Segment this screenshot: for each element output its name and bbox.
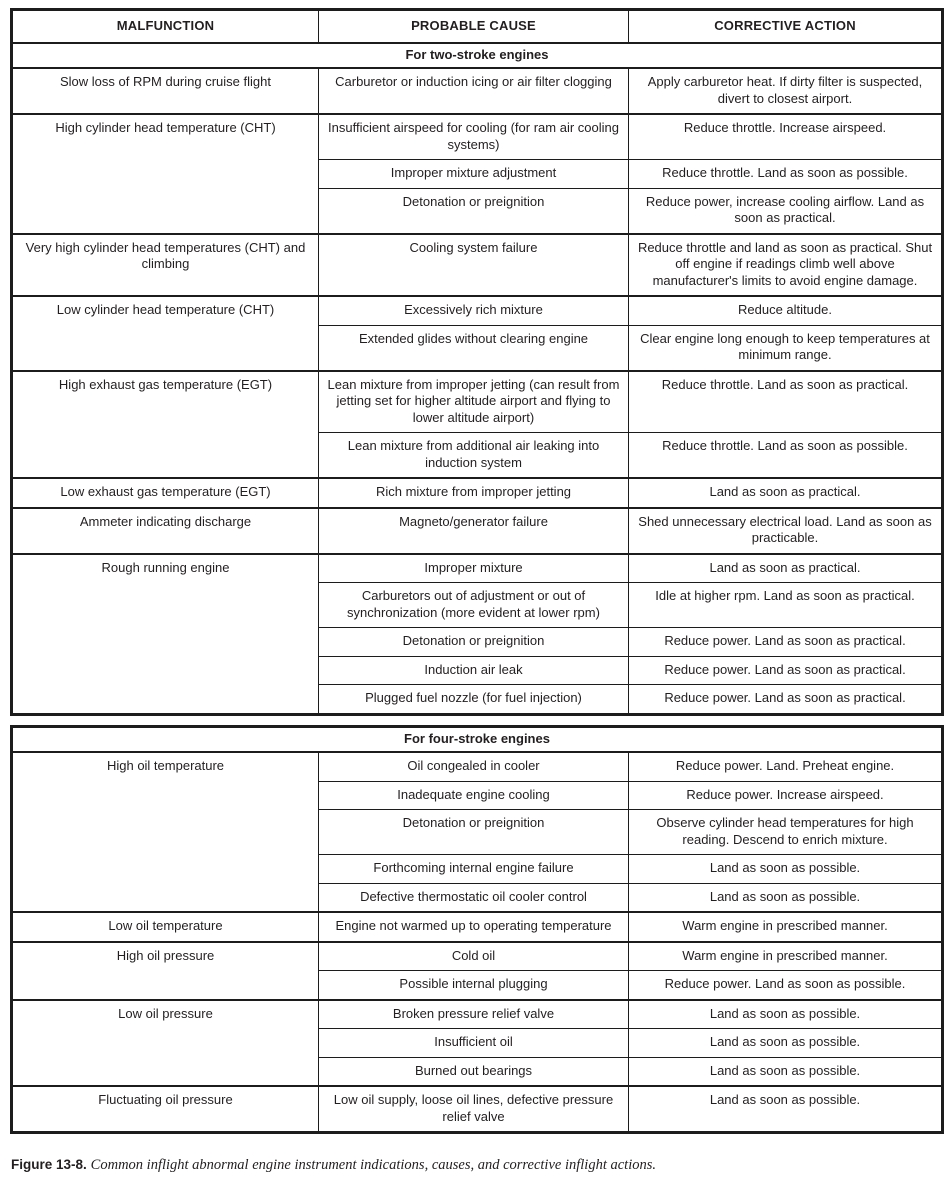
section-title-row [12, 726, 943, 752]
corrective-action-cell: Land as soon as possible. [629, 883, 943, 912]
corrective-action-cell: Land as soon as possible. [629, 1000, 943, 1029]
malfunction-cell: High oil temperature [12, 752, 319, 912]
probable-cause-cell: Burned out bearings [319, 1057, 629, 1086]
corrective-action-cell: Shed unnecessary electrical load. Land as soon as practicable. [629, 508, 943, 554]
column-header-malfunction: MALFUNCTION [12, 10, 319, 43]
probable-cause-cell: Engine not warmed up to operating temperature [319, 912, 629, 942]
probable-cause-cell: Detonation or preignition [319, 188, 629, 234]
malfunction-cell: Low exhaust gas temperature (EGT) [12, 478, 319, 508]
probable-cause-cell: Insufficient airspeed for cooling (for ram air cooling systems) [319, 114, 629, 160]
section-title: For two-stroke engines [12, 43, 943, 69]
two-stroke-engine-table [10, 8, 944, 716]
probable-cause-cell: Excessively rich mixture [319, 296, 629, 325]
probable-cause-cell: Oil congealed in cooler [319, 752, 629, 781]
corrective-action-cell: Reduce throttle. Land as soon as possible. [629, 433, 943, 479]
column-header-row [12, 10, 943, 43]
corrective-action-cell: Observe cylinder head temperatures for high reading. Descend to enrich mixture. [629, 810, 943, 855]
table-row [12, 234, 943, 297]
probable-cause-cell: Carburetor or induction icing or air filter clogging [319, 68, 629, 114]
corrective-action-cell: Land as soon as possible. [629, 1086, 943, 1133]
corrective-action-cell: Idle at higher rpm. Land as soon as practical. [629, 583, 943, 628]
corrective-action-cell: Warm engine in prescribed manner. [629, 942, 943, 971]
malfunction-cell: Slow loss of RPM during cruise flight [12, 68, 319, 114]
two-stroke-table-body [12, 10, 943, 715]
corrective-action-cell: Reduce power. Land as soon as possible. [629, 971, 943, 1000]
table-row [12, 1000, 943, 1029]
figure-caption [11, 1156, 942, 1174]
corrective-action-cell: Reduce power. Land as soon as practical. [629, 628, 943, 657]
corrective-action-cell: Reduce power. Land as soon as practical. [629, 656, 943, 685]
probable-cause-cell: Defective thermostatic oil cooler control [319, 883, 629, 912]
corrective-action-cell: Reduce power. Land. Preheat engine. [629, 752, 943, 781]
table-row [12, 942, 943, 971]
probable-cause-cell: Improper mixture adjustment [319, 160, 629, 189]
corrective-action-cell: Warm engine in prescribed manner. [629, 912, 943, 942]
probable-cause-cell: Induction air leak [319, 656, 629, 685]
table-row [12, 912, 943, 942]
table-row [12, 68, 943, 114]
section-title-row [12, 43, 943, 69]
table-row [12, 478, 943, 508]
malfunction-cell: Low cylinder head temperature (CHT) [12, 296, 319, 371]
corrective-action-cell: Reduce power. Increase airspeed. [629, 781, 943, 810]
malfunction-cell: Low oil pressure [12, 1000, 319, 1087]
column-header-probable-cause: PROBABLE CAUSE [319, 10, 629, 43]
malfunction-cell: High cylinder head temperature (CHT) [12, 114, 319, 234]
probable-cause-cell: Rich mixture from improper jetting [319, 478, 629, 508]
corrective-action-cell: Reduce power. Land as soon as practical. [629, 685, 943, 715]
section-title: For four-stroke engines [12, 726, 943, 752]
probable-cause-cell: Carburetors out of adjustment or out of synchronization (more evident at lower rpm) [319, 583, 629, 628]
figure-caption-label: Figure 13-8. [11, 1157, 87, 1172]
table-row [12, 114, 943, 160]
four-stroke-table-body [12, 726, 943, 1133]
corrective-action-cell: Reduce altitude. [629, 296, 943, 325]
probable-cause-cell: Insufficient oil [319, 1029, 629, 1058]
corrective-action-cell: Reduce throttle. Land as soon as practical. [629, 371, 943, 433]
probable-cause-cell: Broken pressure relief valve [319, 1000, 629, 1029]
corrective-action-cell: Land as soon as possible. [629, 855, 943, 884]
probable-cause-cell: Low oil supply, loose oil lines, defective pressure relief valve [319, 1086, 629, 1133]
probable-cause-cell: Detonation or preignition [319, 628, 629, 657]
probable-cause-cell: Lean mixture from improper jetting (can result from jetting set for higher altitude airport and flying to lower altitude airport) [319, 371, 629, 433]
column-header-corrective-action: CORRECTIVE ACTION [629, 10, 943, 43]
malfunction-cell: Rough running engine [12, 554, 319, 715]
corrective-action-cell: Clear engine long enough to keep temperatures at minimum range. [629, 325, 943, 371]
four-stroke-engine-table [10, 725, 944, 1135]
malfunction-cell: Very high cylinder head temperatures (CHT) and climbing [12, 234, 319, 297]
probable-cause-cell: Cold oil [319, 942, 629, 971]
probable-cause-cell: Extended glides without clearing engine [319, 325, 629, 371]
corrective-action-cell: Reduce throttle. Land as soon as possible. [629, 160, 943, 189]
corrective-action-cell: Reduce throttle. Increase airspeed. [629, 114, 943, 160]
corrective-action-cell: Land as soon as possible. [629, 1029, 943, 1058]
malfunction-cell: Fluctuating oil pressure [12, 1086, 319, 1133]
probable-cause-cell: Improper mixture [319, 554, 629, 583]
table-row [12, 508, 943, 554]
malfunction-cell: Ammeter indicating discharge [12, 508, 319, 554]
probable-cause-cell: Possible internal plugging [319, 971, 629, 1000]
malfunction-cell: High oil pressure [12, 942, 319, 1000]
corrective-action-cell: Reduce throttle and land as soon as practical. Shut off engine if readings climb well above manufacturer's limits to avoid engine damage. [629, 234, 943, 297]
table-row [12, 1086, 943, 1133]
probable-cause-cell: Forthcoming internal engine failure [319, 855, 629, 884]
figure-caption-text: Common inflight abnormal engine instrument indications, causes, and corrective inflight actions. [90, 1157, 656, 1173]
table-row [12, 554, 943, 583]
table-row [12, 371, 943, 433]
malfunction-cell: Low oil temperature [12, 912, 319, 942]
probable-cause-cell: Detonation or preignition [319, 810, 629, 855]
corrective-action-cell: Land as soon as practical. [629, 554, 943, 583]
table-row [12, 752, 943, 781]
probable-cause-cell: Lean mixture from additional air leaking into induction system [319, 433, 629, 479]
malfunction-cell: High exhaust gas temperature (EGT) [12, 371, 319, 479]
corrective-action-cell: Apply carburetor heat. If dirty filter is suspected, divert to closest airport. [629, 68, 943, 114]
table-row [12, 296, 943, 325]
corrective-action-cell: Land as soon as practical. [629, 478, 943, 508]
probable-cause-cell: Magneto/generator failure [319, 508, 629, 554]
probable-cause-cell: Cooling system failure [319, 234, 629, 297]
probable-cause-cell: Inadequate engine cooling [319, 781, 629, 810]
corrective-action-cell: Reduce power, increase cooling airflow. Land as soon as practical. [629, 188, 943, 234]
corrective-action-cell: Land as soon as possible. [629, 1057, 943, 1086]
probable-cause-cell: Plugged fuel nozzle (for fuel injection) [319, 685, 629, 715]
